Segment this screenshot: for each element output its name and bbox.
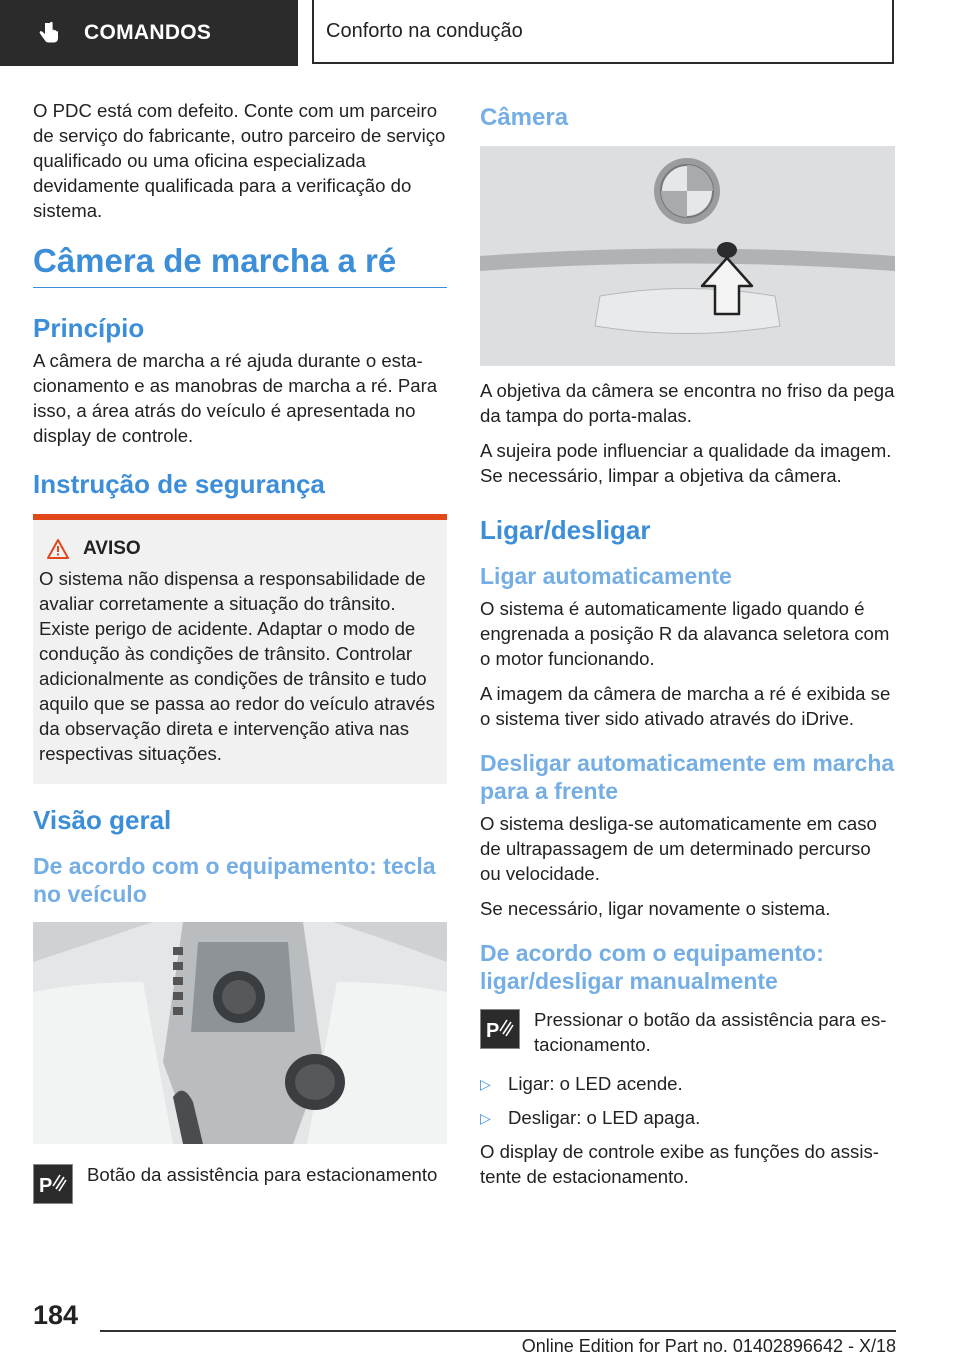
- triangle-bullet-icon: ▷: [480, 1110, 491, 1126]
- desligar-heading: Desligar automaticamente em marcha para a frente: [480, 750, 895, 804]
- led-list: [480, 1071, 895, 1131]
- edition-footer: Online Edition for Part no. 01402896642 - X/18: [521, 1336, 896, 1356]
- principio-heading: Princípio: [33, 313, 145, 343]
- page-title: Câmera de marcha a ré: [33, 241, 447, 288]
- manual-text-1: Pressionar o botão da assistência para estacionamento.: [534, 1009, 887, 1055]
- desligar-text-2: Se necessário, ligar novamente o sistema.: [480, 898, 831, 919]
- svg-text:P: P: [486, 1020, 500, 1042]
- manual-row: [480, 1007, 895, 1057]
- button-caption-row: [33, 1162, 447, 1204]
- intro-paragraph: O PDC está com defeito. Conte com um parceiro de serviço do fabricante, outro parceiro de serviço qualificado ou uma oficina especializada devidamente qualificada para a verificação do sistema.: [33, 100, 446, 221]
- desligar-text-1: O sistema desliga-se automaticamente em caso de ultrapassagem de um determinado percurso ou velocidade.: [480, 813, 877, 884]
- equip-heading: De acordo com o equipamento: tecla no veículo: [33, 853, 436, 907]
- hand-pointer-icon: [36, 20, 62, 46]
- warning-text: O sistema não dispensa a responsabilidade de avaliar corretamente a situação do trânsito. Existe perigo de acidente. Adaptar o modo de condução às condições de trânsito. Controlar adicionalmente as condições de trânsito e tudo aquilo que se passa ao redor do veículo através da observação direta e intervenção ativa nas respectivas situações.: [39, 568, 435, 764]
- visao-heading: Visão geral: [33, 805, 172, 835]
- warning-title: [39, 538, 441, 560]
- page-number: 184: [33, 1300, 79, 1330]
- footer-divider: [100, 1330, 896, 1332]
- warning-label: AVISO: [83, 538, 141, 559]
- warning-box: [33, 514, 447, 784]
- park-assist-icon: [480, 1009, 520, 1049]
- auto-text-2: A imagem da câmera de marcha a ré é exibida se o sistema tiver sido ativado através do iDrive.: [480, 683, 891, 729]
- camera-location-photo: [480, 146, 895, 366]
- camera-heading: Câmera: [480, 104, 569, 131]
- seguranca-heading: Instrução de segurança: [33, 469, 325, 499]
- list-item: ▷ Desligar: o LED apaga.: [480, 1105, 895, 1131]
- chapter-title: Conforto na condução: [326, 19, 523, 42]
- camera-text-1: A objetiva da câmera se encontra no friso da pega da tampa do porta-malas.: [480, 380, 895, 426]
- manual-text-2: O display de controle exibe as funções do assistente de estacionamento.: [480, 1141, 879, 1187]
- auto-text-1: O sistema é automaticamente ligado quando é engrenada a posição R da alavanca seletora com o motor funcionando.: [480, 598, 890, 669]
- triangle-bullet-icon: ▷: [480, 1076, 491, 1092]
- left-column: [33, 98, 447, 1214]
- right-column: [480, 98, 895, 1199]
- center-console-photo: [33, 922, 447, 1144]
- svg-text:P: P: [39, 1175, 53, 1197]
- section-tab: [0, 0, 298, 66]
- warning-triangle-icon: [47, 539, 69, 559]
- button-caption: Botão da assistência para estacionamento: [87, 1164, 438, 1185]
- chapter-tab: [312, 0, 894, 64]
- list-item: ▷ Ligar: o LED acende.: [480, 1071, 895, 1097]
- auto-heading: Ligar automaticamente: [480, 563, 732, 589]
- principio-text: A câmera de marcha a ré ajuda durante o estacionamento e as manobras de marcha a ré. Para isso, a área atrás do veículo é apresentada no display de controle.: [33, 350, 438, 446]
- camera-text-2: A sujeira pode influenciar a qualidade da imagem. Se necessário, limpar a objetiva da câmera.: [480, 440, 892, 486]
- ligar-heading: Ligar/desligar: [480, 515, 651, 545]
- park-assist-icon: [33, 1164, 73, 1204]
- manual-heading: De acordo com o equipamento: ligar/desligar manualmente: [480, 940, 824, 994]
- section-label: COMANDOS: [84, 21, 212, 44]
